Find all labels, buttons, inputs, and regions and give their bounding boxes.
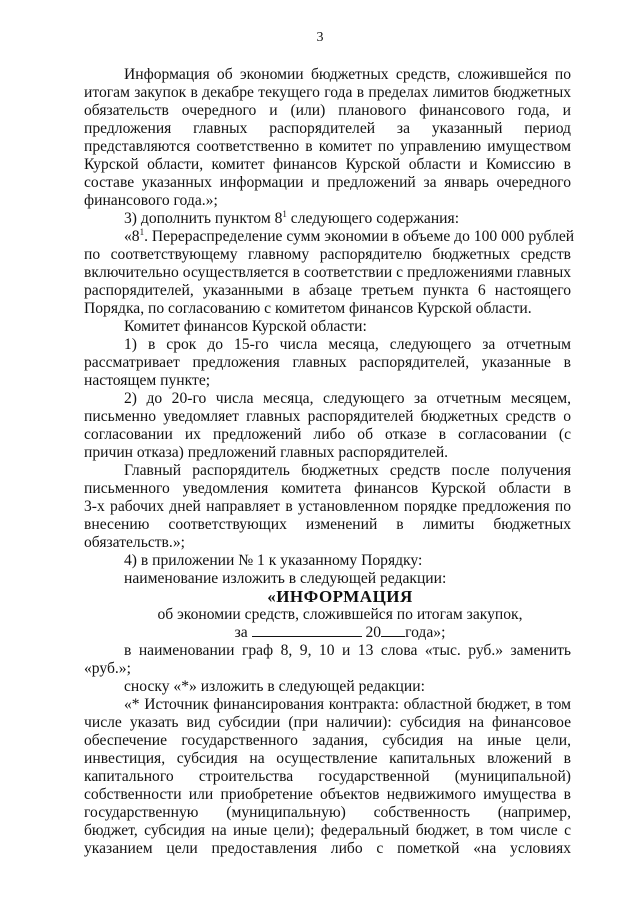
text-line: «руб.»;	[84, 660, 131, 677]
text-line: обязательств очередного и (или) планового финансового года, и	[84, 102, 571, 119]
text-line: 1) в срок до 15-го числа месяца, следующего за отчетным	[124, 336, 571, 353]
text-line: государственную (муниципальную) собственность (например,	[84, 804, 571, 821]
text-line: «$8^1$. Перераспределение сумм экономии в объеме до 100 000 рублей	[124, 227, 575, 245]
text-line: Информация об экономии бюджетных средств, сложившейся по	[124, 66, 571, 83]
text-line: причин отказа) предложений главных распорядителей.	[84, 444, 449, 461]
text-line: числе указать вид субсидии (при наличии): субсидия на финансовое	[84, 714, 571, 731]
text-line: составе указанных информации и предложений за январь очередного	[84, 174, 571, 191]
text-line: Курской области, комитет финансов Курской области и Комиссию в	[84, 156, 571, 173]
text-line: настоящем пункте;	[84, 372, 211, 389]
page-number: 3	[316, 30, 324, 45]
text-line: капитального строительства государственной (муниципальной)	[84, 768, 571, 785]
heading-date-line: за 20 года»;	[234, 624, 446, 641]
text-line: 3-х рабочих дней направляет в установленном порядке предложения по	[84, 498, 571, 515]
text-line: сноску «*» изложить в следующей редакции:	[124, 678, 425, 695]
text-line: 2) до 20-го числа месяца, следующего за отчетным месяцем,	[124, 390, 571, 407]
text-line: Порядка, по согласованию с комитетом финансов Курской области.	[84, 300, 532, 317]
text-line: обеспечение государственного задания, субсидия на иные цели,	[84, 732, 571, 749]
text-line: собственности или приобретение объектов недвижимого имущества в	[84, 786, 571, 803]
text-line: Комитет финансов Курской области:	[124, 318, 367, 335]
text-line: 3) дополнить пунктом $8^1$ следующего содержания:	[124, 209, 460, 227]
text-line: обязательств.»;	[84, 534, 185, 551]
blank-field	[252, 624, 362, 637]
text-line: Главный распорядитель бюджетных средств после получения	[124, 462, 571, 479]
text-line: письменно уведомляет главных распорядителей бюджетных средств о	[84, 408, 571, 425]
heading-subtitle: об экономии средств, сложившейся по итогам закупок,	[157, 606, 523, 623]
text-line: предложения главных распорядителей за указанный период	[84, 120, 571, 137]
text-line: рассматривает предложения главных распорядителей, указанные в	[84, 354, 571, 371]
heading-title: «ИНФОРМАЦИЯ	[267, 587, 413, 606]
text-line: внесению соответствующих изменений в лимиты бюджетных	[84, 516, 571, 533]
text-line: 4) в приложении № 1 к указанному Порядку:	[124, 552, 423, 569]
text-line: включительно осуществляется в соответствии с предложениями главных	[84, 264, 571, 281]
text-line: «* Источник финансирования контракта: областной бюджет, в том	[124, 696, 571, 713]
text-line: представляются соответственно в комитет по управлению имуществом	[84, 138, 571, 155]
text-line: указанием цели предоставления либо с пометкой «на условиях	[84, 840, 571, 857]
text-line: инвестиция, субсидия на осуществление капитальных вложений в	[84, 750, 571, 767]
text-line: письменного уведомления комитета финансов Курской области в	[84, 480, 571, 497]
text-line: итогам закупок в декабре текущего года в пределах лимитов бюджетных	[84, 84, 571, 101]
text-line: по соответствующему главному распорядителю бюджетных средств	[84, 246, 571, 263]
text-line: финансового года.»;	[84, 192, 218, 209]
text-line: распорядителей, указанными в абзаце третьем пункта 6 настоящего	[84, 282, 571, 299]
blank-field	[381, 624, 405, 637]
text-line: бюджет, субсидия на иные цели); федеральный бюджет, в том числе с	[84, 822, 571, 839]
text-line: в наименовании граф 8, 9, 10 и 13 слова «тыс. руб.» заменить	[124, 642, 571, 659]
text-line: наименование изложить в следующей редакции:	[124, 570, 447, 587]
text-line: согласовании их предложений либо об отказе в согласовании (с	[84, 426, 571, 443]
